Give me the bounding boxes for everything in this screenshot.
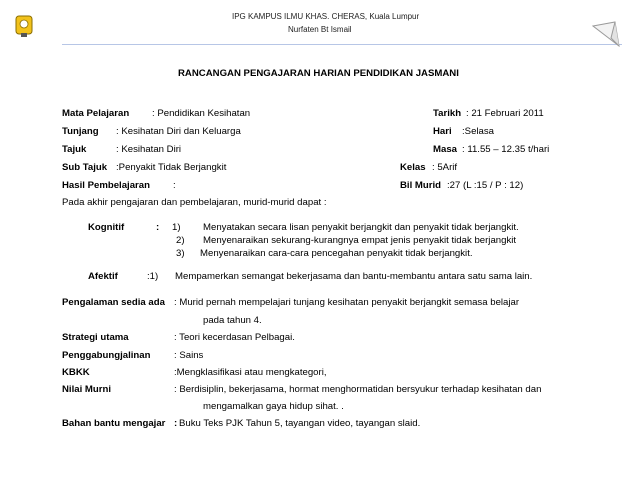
tajuk-label: Tajuk [62, 144, 87, 155]
kognitif-label: Kognitif [88, 222, 125, 233]
penggabungjalinan-value: : Sains [174, 350, 204, 361]
penggabungjalinan-label: Penggabungjalinan [62, 350, 151, 361]
objectives-intro: Pada akhir pengajaran dan pembelajaran, murid-murid dapat : [62, 197, 327, 208]
kbkk-label: KBKK [62, 367, 90, 378]
header-author: Nurfaten Bt Ismail [288, 25, 352, 34]
bil-murid-label: Bil Murid [400, 180, 442, 191]
kognitif-item-number: 1) [172, 222, 181, 233]
bahan-bantu-label: Bahan bantu mengajar [62, 418, 166, 429]
school-crest-logo [14, 14, 34, 38]
kognitif-item-text: Menyatakan secara lisan penyakit berjangkit dan penyakit tidak berjangkit. [203, 222, 519, 233]
page-title: RANCANGAN PENGAJARAN HARIAN PENDIDIKAN JASMANI [178, 68, 459, 79]
tunjang-label: Tunjang [62, 126, 99, 137]
masa-value: : 11.55 – 12.35 t/hari [462, 144, 550, 155]
hasil-pembelajaran-colon: : [173, 180, 176, 191]
kelas-label: Kelas [400, 162, 426, 173]
nilai-murni-value: : Berdisiplin, bekerjasama, hormat menghormatidan bersyukur terhadap kesihatan dan [174, 384, 542, 395]
tarikh-value: : 21 Februari 2011 [466, 108, 544, 119]
afektif-label: Afektif [88, 271, 118, 282]
hari-label: Hari [433, 126, 452, 137]
nilai-murni-label: Nilai Murni [62, 384, 112, 395]
page-curl-icon [591, 20, 621, 50]
header-rule [62, 44, 622, 45]
kognitif-item-text: Menyenaraikan sekurang-kurangnya empat jenis penyakit tidak berjangkit [203, 235, 517, 246]
mata-pelajaran-value: : Pendidikan Kesihatan [152, 108, 251, 119]
strategi-label: Strategi utama [62, 332, 129, 343]
afektif-text: Mempamerkan semangat bekerjasama dan bantu-membantu antara satu sama lain. [175, 271, 533, 282]
pengalaman-value-cont: pada tahun 4. [203, 315, 262, 326]
bahan-bantu-value: Buku Teks PJK Tahun 5, tayangan video, tayangan slaid. [179, 418, 421, 429]
tarikh-label: Tarikh [433, 108, 462, 119]
pengalaman-label: Pengalaman sedia ada [62, 297, 165, 308]
kbkk-value: :Mengklasifikasi atau mengkategori, [174, 367, 327, 378]
afektif-number: :1) [147, 271, 159, 282]
hasil-pembelajaran-label: Hasil Pembelajaran [62, 180, 150, 191]
sub-tajuk-value: :Penyakit Tidak Berjangkit [116, 162, 227, 173]
kognitif-item-text: Menyenaraikan cara-cara pencegahan penyakit tidak berjangkit. [200, 248, 473, 259]
strategi-value: : Teori kecerdasan Pelbagai. [174, 332, 295, 343]
hari-value: :Selasa [462, 126, 494, 137]
kelas-value: : 5Arif [432, 162, 458, 173]
kognitif-item-number: 2) [176, 235, 185, 246]
bahan-bantu-colon: : [174, 418, 178, 429]
nilai-murni-value-cont: mengamalkan gaya hidup sihat. . [203, 401, 344, 412]
tajuk-value: : Kesihatan Diri [116, 144, 182, 155]
masa-label: Masa [433, 144, 457, 155]
bil-murid-value: :27 (L :15 / P : 12) [447, 180, 524, 191]
header-institution: IPG KAMPUS ILMU KHAS. CHERAS, Kuala Lumpur [232, 12, 420, 21]
kognitif-item-number: 3) [176, 248, 185, 259]
sub-tajuk-label: Sub Tajuk [62, 162, 108, 173]
pengalaman-value: : Murid pernah mempelajari tunjang kesihatan penyakit berjangkit semasa belajar [174, 297, 520, 308]
kognitif-colon: : [156, 222, 160, 233]
mata-pelajaran-label: Mata Pelajaran [62, 108, 130, 119]
tunjang-value: : Kesihatan Diri dan Keluarga [116, 126, 241, 137]
